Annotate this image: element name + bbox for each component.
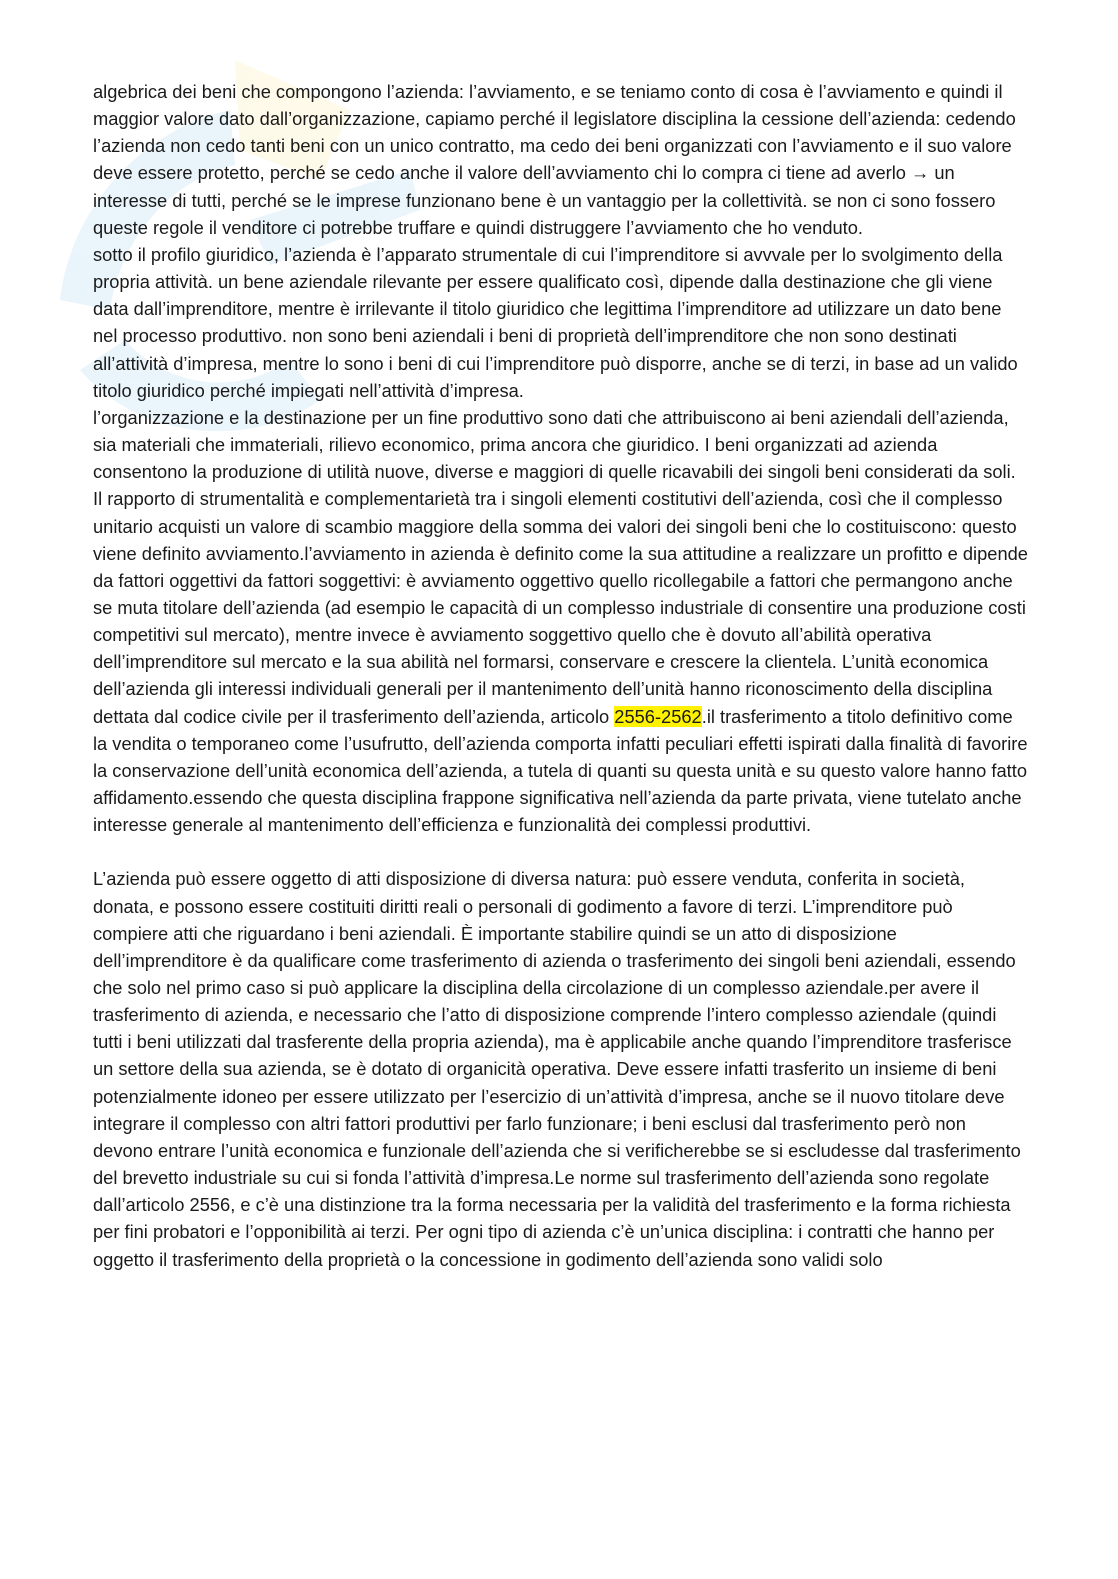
paragraph-1: algebrica dei beni che compongono l’azienda: l’avviamento, e se teniamo conto di cosa è l’avviamento e quindi il maggior valore dato dall’organizzazione, capiamo perché il legislatore disciplina la cessione dell’azienda: cedendo l’azienda non cedo tanti beni con un unico contratto, ma cedo dei beni organizzati con l’avviamento e il suo valore deve essere protetto, perché se cedo anche il valore dell’avviamento chi lo compra ci tiene ad averlo → un interesse di tutti, perché se le imprese funzionano bene è un vantaggio per la collettività. se non ci sono fossero queste regole il venditore ci potrebbe truffare e quindi distruggere l’avviamento che ho venduto. (93, 81, 1021, 238)
paragraph-4 (93, 485, 1034, 838)
paragraph-4-text-after: .il trasferimento a titolo definitivo come la vendita o temporaneo come l’usufrutto, dell’azienda comporta infatti peculiari effetti ispirati dalla finalità di favorire la conservazione dell’unità economica dell’azienda, a tutela di quanti su questa unità e su questo valore hanno fatto affidamento.essendo che questa disciplina frappone significativa nell’azienda da parte privata, viene tutelato anche interesse generale al mantenimento dell’efficienza e funzionalità dei complessi produttivi. (93, 705, 1033, 836)
document-page (93, 78, 1034, 1273)
highlighted-article-range: 2556-2562 (614, 705, 702, 727)
paragraph-3: l’organizzazione e la destinazione per un fine produttivo sono dati che attribuiscono ai beni aziendali dell’azienda, sia materiali che immateriali, rilievo economico, prima ancora che giuridico. I beni organizzati ad azienda consentono la produzione di utilità nuove, diverse e maggiori di quelle ricavabili dei singoli beni considerati da soli. (93, 406, 1016, 483)
paragraph-spacer (93, 838, 1028, 865)
paragraph-4-text-before: Il rapporto di strumentalità e complementarietà tra i singoli elementi costitutivi dell’azienda, così che il complesso unitario acquisti un valore di scambio maggiore della somma dei valori dei singoli beni che lo costituiscono: questo viene definito avviamento.l’avviamento in azienda è definito come la sua attitudine a realizzare un profitto e dipende da fattori oggettivi da fattori soggettivi: è avviamento oggettivo quello ricollegabile a fattori che permangono anche se muta titolare dell’azienda (ad esempio le capacità di un complesso industriale di consentire una produzione costi competitivi sul mercato), mentre invece è avviamento soggettivo quello che è dovuto all’abilità operativa dell’imprenditore sul mercato e la sua abilità nel formarsi, conservare e crescere la clientela. L’unità economica dell’azienda gli interessi individuali generali per il mantenimento dell’unità hanno riconoscimento della disciplina dettata dal codice civile per il trasferimento dell’azienda, articolo (93, 488, 1034, 727)
paragraph-2: sotto il profilo giuridico, l’azienda è l’apparato strumentale di cui l’imprenditore si avvvale per lo svolgimento della propria attività. un bene aziendale rilevante per essere qualificato così, dipende dalla destinazione che gli viene data dall’imprenditore, mentre è irrilevante il titolo giuridico che legittima l’imprenditore ad utilizzare un dato bene nel processo produttivo. non sono beni aziendali i beni di proprietà dell’imprenditore che non sono destinati all’attività d’impresa, mentre lo sono i beni di cui l’imprenditore può disporre, anche se di terzi, in base ad un valido titolo giuridico perché impiegati nell’attività d’impresa. (93, 243, 1023, 401)
paragraph-5: L’azienda può essere oggetto di atti disposizione di diversa natura: può essere venduta, conferita in società, donata, e possono essere costituiti diritti reali o personali di godimento a favore di terzi. L’imprenditore può compiere atti che riguardano i beni aziendali. È importante stabilire quindi se un atto di disposizione dell’imprenditore è da qualificare come trasferimento di azienda o trasferimento dei singoli beni aziendali, essendo che solo nel primo caso si può applicare la disciplina della circolazione di un complesso aziendale.per avere il trasferimento di azienda, e necessario che l’atto di disposizione comprende l’intero complesso aziendale (quindi tutti i beni utilizzati dal trasferente della propria azienda), ma è applicabile anche quando l’imprenditore trasferisce un settore della sua azienda, se è dotato di organicità operativa. Deve essere infatti trasferito un insieme di beni potenzialmente idoneo per essere utilizzato per l’esercizio di un’attività d’impresa, anche se il nuovo titolare deve integrare il complesso con altri fattori produttivi per farlo funzionare; i beni esclusi dal trasferimento però non devono entrare l’unità economica e funzionale dell’azienda che si verificherebbe se si escludesse dal trasferimento del brevetto industriale su cui si fonda l’attività d’impresa.Le norme sul trasferimento dell’azienda sono regolate dall’articolo 2556, e c’è una distinzione tra la forma necessaria per la validità del trasferimento e la forma richiesta per fini probatori e l’opponibilità ai terzi. Per ogni tipo di azienda c’è un’unica disciplina: i contratti che hanno per oggetto il trasferimento della proprietà o la concessione in godimento dell’azienda sono validi solo (93, 868, 1026, 1270)
